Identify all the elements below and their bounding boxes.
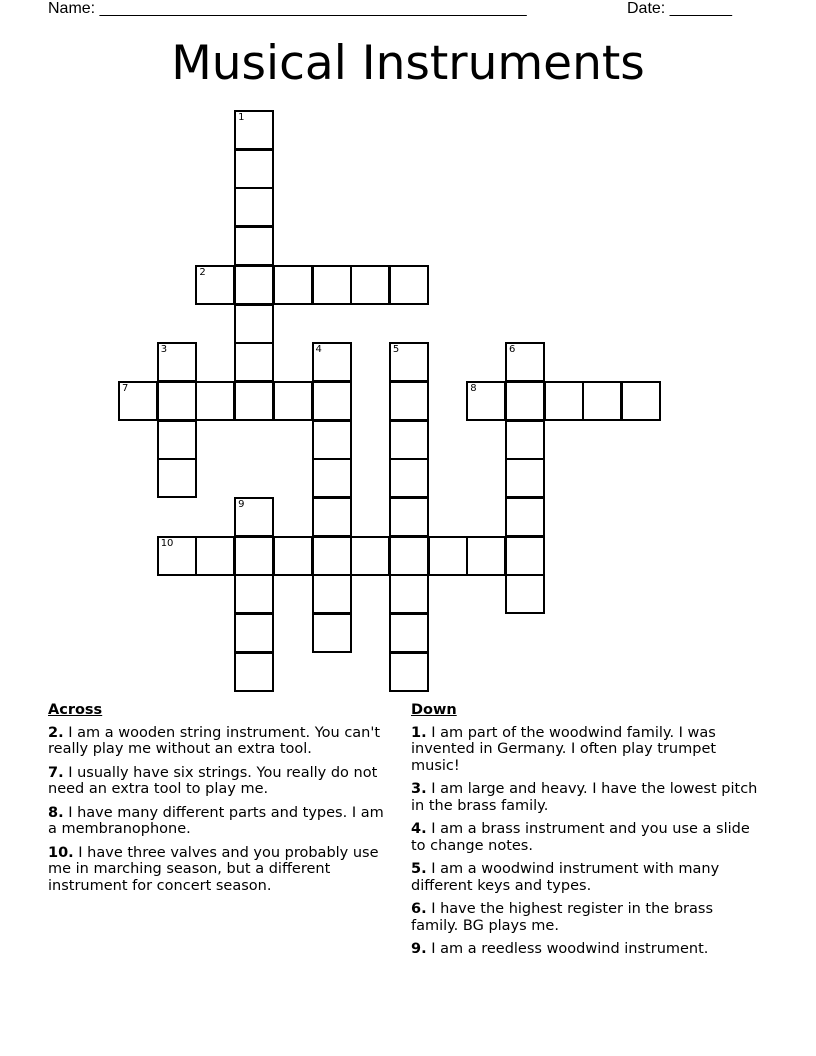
clue-text: I usually have six strings. You really do not need an extra tool to play me. [48,764,378,797]
clue-down-5 [411,861,761,894]
crossword-cell[interactable] [234,497,274,537]
cell-number: 5 [392,344,400,356]
crossword-cell[interactable] [312,265,352,305]
crossword-cell[interactable] [312,458,352,498]
cell-number: 7 [122,382,129,394]
clue-text: I am a wooden string instrument. You can't really play me without an extra tool. [48,724,381,757]
clue-number: 6. [411,901,427,917]
crossword-cell[interactable] [234,574,274,614]
crossword-cell[interactable] [312,381,352,421]
crossword-cell[interactable] [234,613,274,653]
crossword-cell[interactable] [195,265,235,305]
down-heading: Down [411,702,457,718]
crossword-cell[interactable] [234,149,274,189]
crossword-cell[interactable] [118,381,158,421]
crossword-cell[interactable] [157,381,197,421]
crossword-cell[interactable] [157,420,197,460]
cell-number: 6 [509,344,516,356]
crossword-cell[interactable] [234,342,274,382]
crossword-cell[interactable] [234,265,274,305]
clue-across-10 [48,845,393,895]
crossword-cell[interactable] [157,458,197,498]
crossword-cell[interactable] [389,458,429,498]
clue-text: I am part of the woodwind family. I was invented in Germany. I often play trumpet music! [411,724,717,774]
across-heading: Across [48,702,103,718]
crossword-cell[interactable] [505,497,545,537]
clue-across-8 [48,805,393,838]
crossword-cell[interactable] [195,381,235,421]
crossword-cell[interactable] [273,265,313,305]
crossword-cell[interactable] [157,342,197,382]
date-blank[interactable]: _______ [669,0,732,17]
clue-number: 5. [411,861,427,877]
crossword-cell[interactable] [428,536,468,576]
crossword-cell[interactable] [505,381,545,421]
crossword-cell[interactable] [273,381,313,421]
crossword-cell[interactable] [544,381,584,421]
crossword-cell[interactable] [312,497,352,537]
clue-number: 1. [411,724,427,741]
crossword-cell[interactable] [466,381,506,421]
clue-text: I am large and heavy. I have the lowest pitch in the brass family. [411,781,758,814]
clue-number: 2. [48,724,64,741]
crossword-cell[interactable] [389,381,429,421]
clue-text: I have many different parts and types. I am a membranophone. [48,804,384,837]
across-clues [48,702,393,901]
clue-text: I am a reedless woodwind instrument. [431,941,709,957]
clue-number: 9. [411,941,427,957]
crossword-cell[interactable] [505,536,545,576]
crossword-cell[interactable] [234,381,274,421]
crossword-cell[interactable] [234,226,274,266]
crossword-cell[interactable] [389,536,429,576]
cell-number: 2 [199,266,206,278]
crossword-cell[interactable] [505,574,545,614]
cell-number: 1 [238,112,245,123]
crossword-cell[interactable] [350,536,390,576]
clue-number: 4. [411,821,427,837]
clue-across-2 [48,725,393,758]
name-blank[interactable]: ________________________________________________ [99,0,527,17]
crossword-cell[interactable] [195,536,235,576]
crossword-cell[interactable] [312,342,352,382]
crossword-cell[interactable] [234,652,274,692]
name-label: Name: [48,0,96,17]
crossword-cell[interactable] [389,420,429,460]
clue-number: 7. [48,764,64,781]
crossword-cell[interactable] [312,574,352,614]
crossword-cell[interactable] [621,381,661,421]
date-label: Date: [627,0,666,17]
clue-across-7 [48,765,393,798]
clue-number: 3. [411,781,427,797]
clue-text: I have three valves and you probably use me in marching season, but a different instrument for concert season. [48,844,379,894]
cell-number: 8 [470,382,477,394]
clue-down-4 [411,821,761,854]
crossword-cell[interactable] [234,110,274,150]
clue-down-3 [411,781,761,814]
crossword-cell[interactable] [350,265,390,305]
page-title: Musical Instruments [171,36,645,91]
down-clues [411,702,761,965]
crossword-cell[interactable] [505,342,545,382]
crossword-cell[interactable] [505,420,545,460]
clue-text: I am a brass instrument and you use a slide to change notes. [411,821,750,854]
crossword-cell[interactable] [505,458,545,498]
crossword-cell[interactable] [389,613,429,653]
crossword-cell[interactable] [157,536,197,576]
crossword-cell[interactable] [389,265,429,305]
cell-number: 4 [315,344,322,356]
crossword-cell[interactable] [389,342,429,382]
crossword-cell[interactable] [582,381,622,421]
crossword-cell[interactable] [389,497,429,537]
clue-down-1 [411,725,761,775]
crossword-cell[interactable] [389,574,429,614]
clue-down-6 [411,901,761,934]
crossword-cell[interactable] [234,536,274,576]
crossword-cell[interactable] [234,187,274,227]
clue-number: 8. [48,804,64,821]
clue-number: 10. [48,844,74,861]
crossword-cell[interactable] [312,613,352,653]
crossword-cell[interactable] [273,536,313,576]
crossword-cell[interactable] [389,652,429,692]
clue-text: I am a woodwind instrument with many different keys and types. [411,861,720,894]
clue-down-9 [411,941,761,958]
clue-text: I have the highest register in the brass family. BG plays me. [411,901,713,934]
cell-number: 10 [160,537,174,549]
crossword-cell[interactable] [234,304,274,344]
crossword-cell[interactable] [312,536,352,576]
crossword-cell[interactable] [312,420,352,460]
crossword-cell[interactable] [466,536,506,576]
cell-number: 3 [160,344,168,356]
cell-number: 9 [238,499,245,510]
